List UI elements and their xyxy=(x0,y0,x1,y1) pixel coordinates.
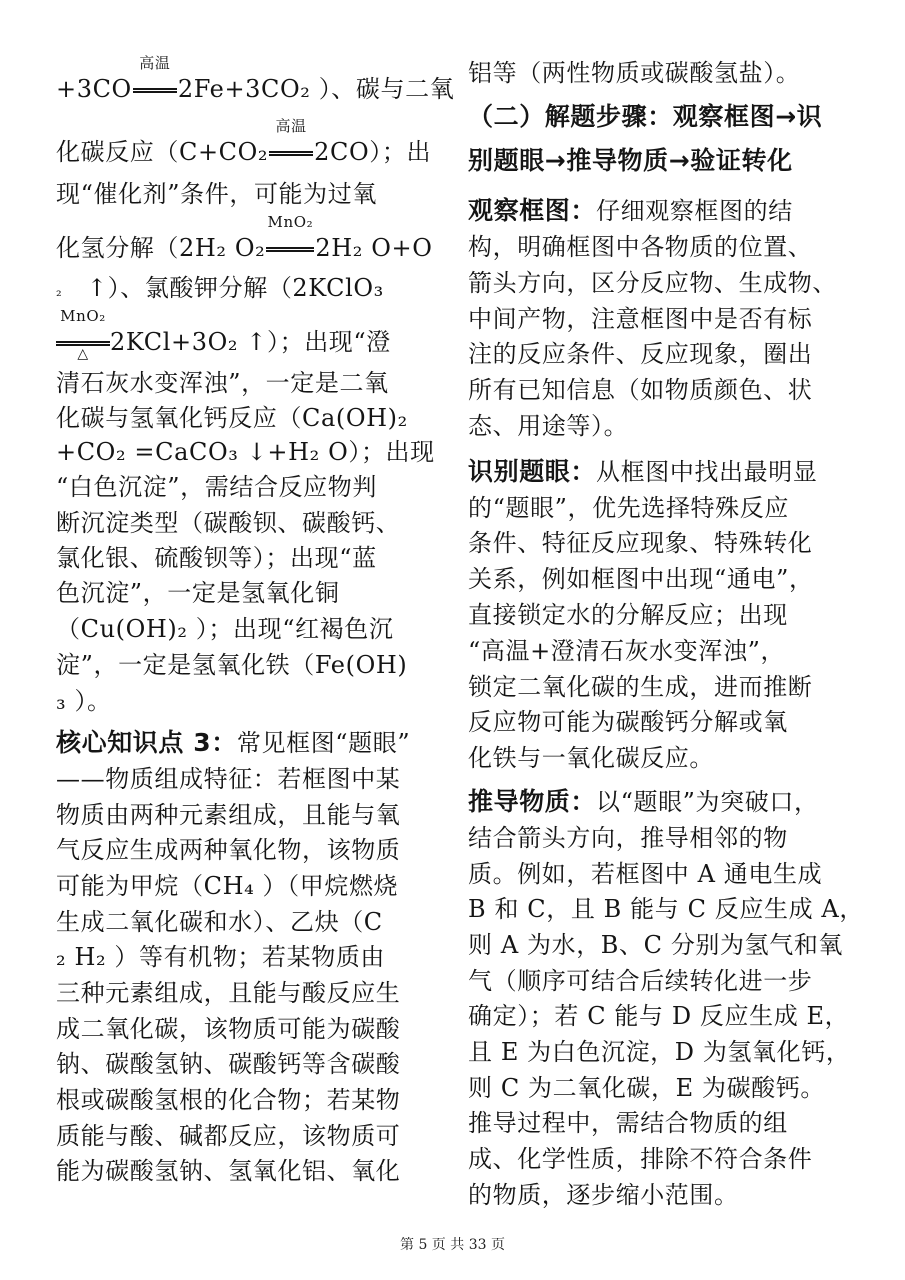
body-line: 推导过程中，需结合物质的组 xyxy=(468,1109,788,1137)
step-label: 识别题眼： xyxy=(468,457,597,486)
body-line: 且 E 为白色沉淀，D 为氢氧化钙， xyxy=(468,1038,851,1066)
step-paragraph xyxy=(468,196,793,226)
body-line: 则 C 为二氧化碳，E 为碳酸钙。 xyxy=(468,1074,825,1102)
page-number: 第 5 页 共 33 页 xyxy=(400,1237,505,1253)
text: 2H₂ O+O xyxy=(315,234,433,262)
body-line: 现“催化剂”条件，可能为过氧 xyxy=(56,180,377,208)
body-line: ——物质组成特征：若框图中某 xyxy=(56,765,401,793)
body-line: 色沉淀”，一定是氢氧化铜 xyxy=(56,579,340,607)
body-line: 能为碳酸氢钠、氢氧化铝、氧化 xyxy=(56,1157,401,1185)
body-line: 生成二氧化碳和水）、乙炔（C xyxy=(56,908,383,936)
text: 化氢分解（2H₂ O₂ xyxy=(56,234,266,262)
text: 以“题眼”为突破口， xyxy=(596,788,819,816)
double-line-icon xyxy=(269,151,313,156)
text: 从框图中找出最明显 xyxy=(596,458,818,486)
body-line: 可能为甲烷（CH₄ ）（甲烷燃烧 xyxy=(56,872,399,900)
body-line: “高温+澄清石灰水变浑浊”， xyxy=(468,637,786,665)
condition-label: MnO₂ xyxy=(267,213,314,231)
text: +3CO xyxy=(56,75,132,103)
condition-label: MnO₂ xyxy=(60,307,106,325)
body-line: 根或碳酸氢根的化合物；若某物 xyxy=(56,1086,401,1114)
step-label: 观察框图： xyxy=(468,196,597,225)
body-line: 气（顺序可结合后续转化进一步 xyxy=(468,967,813,995)
condition-label: 高温 xyxy=(139,54,171,72)
reaction-condition xyxy=(56,307,110,362)
body-line: 的物质，逐步缩小范围。 xyxy=(468,1181,739,1209)
body-line: “白色沉淀”，需结合反应物判 xyxy=(56,473,377,501)
text: ↑）、氯酸钾分解（2KClO₃ xyxy=(86,274,384,302)
body-line: 化碳与氢氧化钙反应（Ca(OH)₂ xyxy=(56,404,408,432)
body-line: 淀”，一定是氢氧化铁（Fe(OH) xyxy=(56,651,408,679)
body-line: 所有已知信息（如物质颜色、状 xyxy=(468,376,813,404)
section-heading: （二）解题步骤：观察框图→识 xyxy=(468,102,823,131)
body-line: 条件、特征反应现象、特殊转化 xyxy=(468,529,813,557)
body-line: ₃ ）。 xyxy=(56,687,112,715)
step-label: 推导物质： xyxy=(468,787,597,816)
text: 2Fe+3CO₂ ）、碳与二氧 xyxy=(177,75,455,103)
equation-line xyxy=(56,213,433,263)
body-line: ₂ H₂ ）等有机物；若某物质由 xyxy=(56,943,386,971)
body-line: 态、用途等）。 xyxy=(468,412,629,440)
equation-line xyxy=(56,54,455,104)
body-line: 成、化学性质，排除不符合条件 xyxy=(468,1145,813,1173)
condition-label: 高温 xyxy=(275,117,307,135)
body-line: 关系，例如框图中出现“通电”， xyxy=(468,565,814,593)
double-line-icon xyxy=(133,88,177,93)
heat-icon: △ xyxy=(77,346,89,362)
body-line: 断沉淀类型（碳酸钡、碳酸钙、 xyxy=(56,509,401,537)
body-line: 确定）；若 C 能与 D 反应生成 E， xyxy=(468,1002,850,1030)
body-line: 注的反应条件、反应现象，圈出 xyxy=(468,340,813,368)
body-line: 锁定二氧化碳的生成，进而推断 xyxy=(468,673,813,701)
body-line: 直接锁定水的分解反应；出现 xyxy=(468,601,788,629)
body-line: +CO₂ =CaCO₃ ↓+H₂ O）；出现 xyxy=(56,438,435,466)
body-line: （Cu(OH)₂ ）；出现“红褐色沉 xyxy=(56,615,394,643)
text: 2CO）；出 xyxy=(314,138,432,166)
text: 常见框图“题眼” xyxy=(236,729,411,757)
text: ₂ xyxy=(56,284,63,300)
text: 化碳反应（C+CO₂ xyxy=(56,138,269,166)
heading-label: 核心知识点 3： xyxy=(56,728,237,757)
reaction-condition xyxy=(133,54,177,104)
equation-line xyxy=(56,117,432,167)
body-line: 质能与酸、碱都反应，该物质可 xyxy=(56,1122,401,1150)
body-line: 气反应生成两种氧化物，该物质 xyxy=(56,836,401,864)
reaction-condition xyxy=(266,213,314,263)
text: 仔细观察框图的结 xyxy=(596,197,793,225)
body-line: 的“题眼”，优先选择特殊反应 xyxy=(468,494,789,522)
body-line: 三种元素组成，且能与酸反应生 xyxy=(56,979,401,1007)
text: 2KCl+3O₂ ↑）；出现“澄 xyxy=(110,328,391,356)
body-line: 箭头方向，区分反应物、生成物、 xyxy=(468,269,837,297)
body-line: 氯化银、硫酸钡等）；出现“蓝 xyxy=(56,544,377,572)
body-line: 铝等（两性物质或碳酸氢盐）。 xyxy=(468,59,801,87)
body-line: 清石灰水变浑浊”，一定是二氧 xyxy=(56,369,389,397)
body-line xyxy=(56,273,384,307)
body-line: 化铁与一氧化碳反应。 xyxy=(468,744,714,772)
section-heading: 别题眼→推导物质→验证转化 xyxy=(468,146,793,175)
body-line: 则 A 为水，B、C 分别为氢气和氧 xyxy=(468,931,844,959)
equation-line xyxy=(56,307,391,362)
step-paragraph xyxy=(468,457,817,487)
body-line: 结合箭头方向，推导相邻的物 xyxy=(468,824,788,852)
step-paragraph xyxy=(468,787,819,817)
body-line: 中间产物，注意框图中是否有标 xyxy=(468,305,813,333)
double-line-icon xyxy=(266,247,314,252)
body-line: 反应物可能为碳酸钙分解或氧 xyxy=(468,708,788,736)
body-line: 成二氧化碳，该物质可能为碳酸 xyxy=(56,1015,401,1043)
section-heading xyxy=(56,728,410,758)
body-line: 钠、碳酸氢钠、碳酸钙等含碳酸 xyxy=(56,1050,401,1078)
body-line: B 和 C，且 B 能与 C 反应生成 A， xyxy=(468,895,864,923)
reaction-condition xyxy=(269,117,313,167)
body-line: 构，明确框图中各物质的位置、 xyxy=(468,233,813,261)
body-line: 物质由两种元素组成，且能与氧 xyxy=(56,801,401,829)
body-line: 质。例如，若框图中 A 通电生成 xyxy=(468,860,823,888)
